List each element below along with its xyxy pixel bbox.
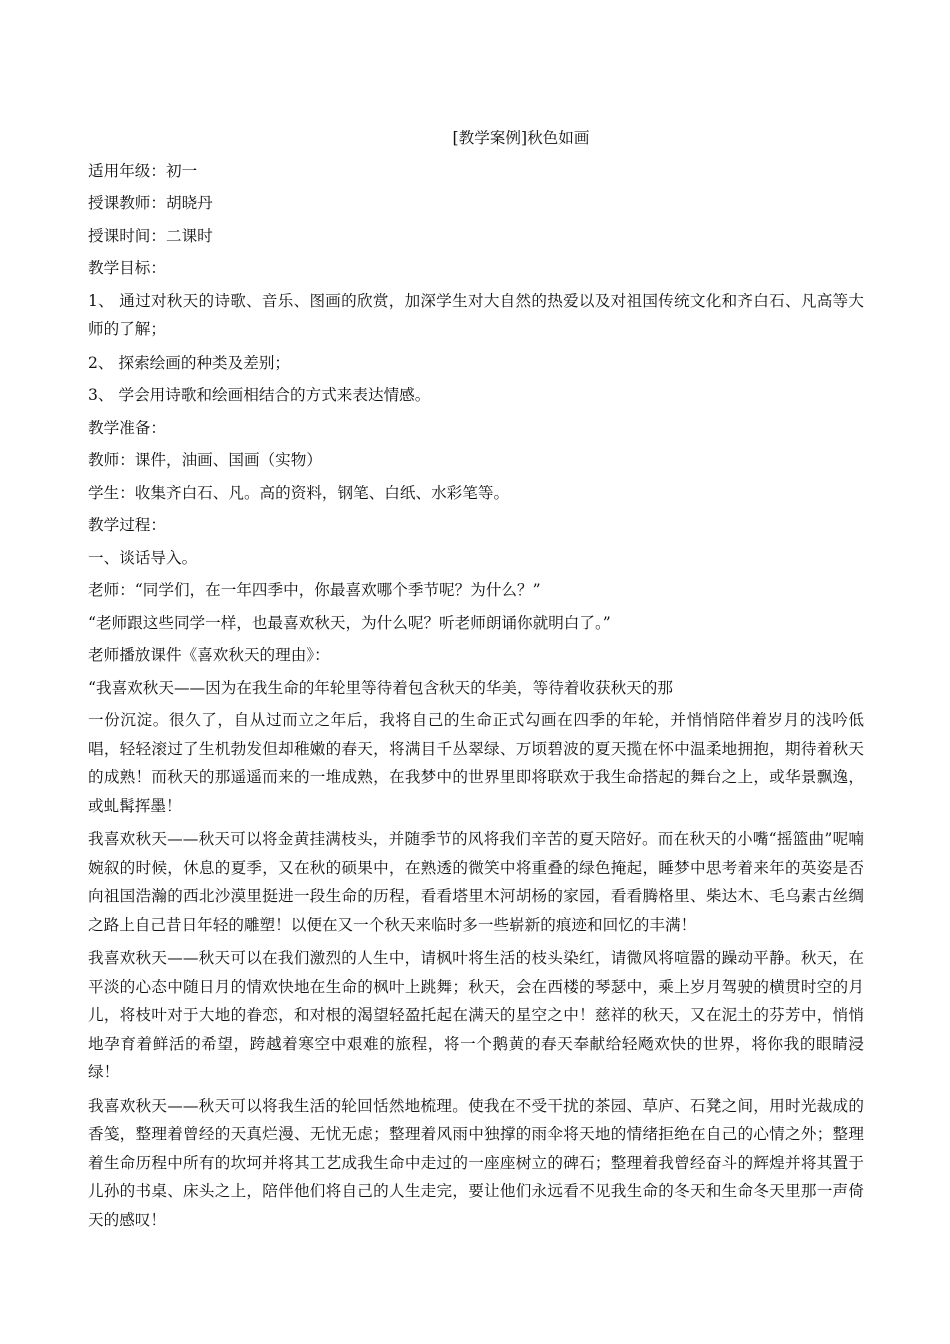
prep-teacher-line: 教师：课件，油画、国画（实物）: [88, 451, 322, 469]
body-paragraph: 我喜欢秋天——秋天可以在我们激烈的人生中，请枫叶将生活的枝头染红，请微风将喧嚣的躁动平静。秋天，在平淡的心态中随日月的情欢快地在生命的枫叶上跳舞；秋天，会在西楼的琴瑟中，乘上岁月驾驶的横贯时空的月儿，将枝叶对于大地的眷恋，和对根的渴望轻盈托起在满天的星空之中！慈祥的秋天，又在泥土的芬芳中，悄悄地孕育着鲜活的希望，跨越着寒空中艰难的旅程，将一个鹅黄的春天奉献给轻飏欢快的世界，将你我的眼睛浸绿！: [88, 949, 864, 1081]
body-paragraph: 一份沉淀。很久了，自从过而立之年后，我将自己的生命正式勾画在四季的年轮，并悄悄陪伴着岁月的浅吟低唱，轻轻滚过了生机勃发但却稚嫩的春天，将满目千丛翠绿、万顷碧波的夏天揽在怀中温柔地拥抱，期待着秋天的成熟！而秋天的那遥遥而来的一堆成熟，在我梦中的世界里即将联欢于我生命搭起的舞台之上，或华景飘逸，或虬髯挥墨！: [88, 711, 864, 815]
goals-heading: 教学目标：: [88, 259, 166, 277]
document-title: [教学案例]秋色如画: [452, 129, 590, 147]
teacher-line: 授课教师：胡晓丹: [88, 194, 213, 212]
dialog-line: 老师：“同学们，在一年四季中，你最喜欢哪个季节呢？为什么？”: [88, 581, 541, 599]
dialog-line: “老师跟这些同学一样，也最喜欢秋天，为什么呢？听老师朗诵你就明白了。”: [88, 613, 611, 632]
body-paragraph: 我喜欢秋天——秋天可以将金黄挂满枝头，并随季节的风将我们辛苦的夏天陪好。而在秋天的小嘴“摇篮曲”呢喃婉叙的时候，休息的夏季，又在秋的硕果中，在熟透的微笑中将重叠的绿色掩起，睡梦中思考着来年的英姿是否向祖国浩瀚的西北沙漠里挺进一段生命的历程，看看塔里木河胡杨的家园，看看腾格里、柴达木、毛乌素古丝绸之路上自己昔日年轻的雕塑！以便在又一个秋天来临时多一些崭新的痕迹和回忆的丰满！: [88, 830, 864, 934]
dialog-line: 老师播放课件《喜欢秋天的理由》：: [88, 646, 330, 664]
section-heading: 一、谈话导入。: [88, 548, 198, 567]
document-page: [88, 124, 864, 1239]
prep-heading: 教学准备：: [88, 418, 166, 437]
goal-item: 2、 探索绘画的种类及差别；: [88, 353, 291, 372]
grade-line: 适用年级：初一: [88, 161, 198, 180]
body-paragraph: 我喜欢秋天——秋天可以将我生活的轮回恬然地梳理。使我在不受干扰的茶园、草庐、石凳之间，用时光裁成的香笺，整理着曾经的天真烂漫、无忧无虑；整理着风雨中独撑的雨伞将天地的情绪拒绝在自己的心情之外；整理着生命历程中所有的坎坷并将其工艺成我生命中走过的一座座树立的碑石；整理着我曾经奋斗的辉煌并将其置于儿孙的书桌、床头之上，陪伴他们将自己的人生走完，要让他们永远看不见我生命的冬天和生命冬天里那一声倚天的感叹！: [88, 1096, 864, 1229]
duration-line: 授课时间：二课时: [88, 226, 213, 245]
process-heading: 教学过程：: [88, 516, 166, 534]
goal-item: 1、 通过对秋天的诗歌、音乐、图画的欣赏，加深学生对大自然的热爱以及对祖国传统文化和齐白石、凡高等大师的了解；: [88, 291, 864, 338]
prep-student-line: 学生：收集齐白石、凡。高的资料，钢笔、白纸、水彩笔等。: [88, 483, 510, 502]
quote-start-line: “我喜欢秋天——因为在我生命的年轮里等待着包含秋天的华美，等待着收获秋天的那: [88, 678, 673, 697]
goal-item: 3、 学会用诗歌和绘画相结合的方式来表达情感。: [88, 386, 431, 404]
